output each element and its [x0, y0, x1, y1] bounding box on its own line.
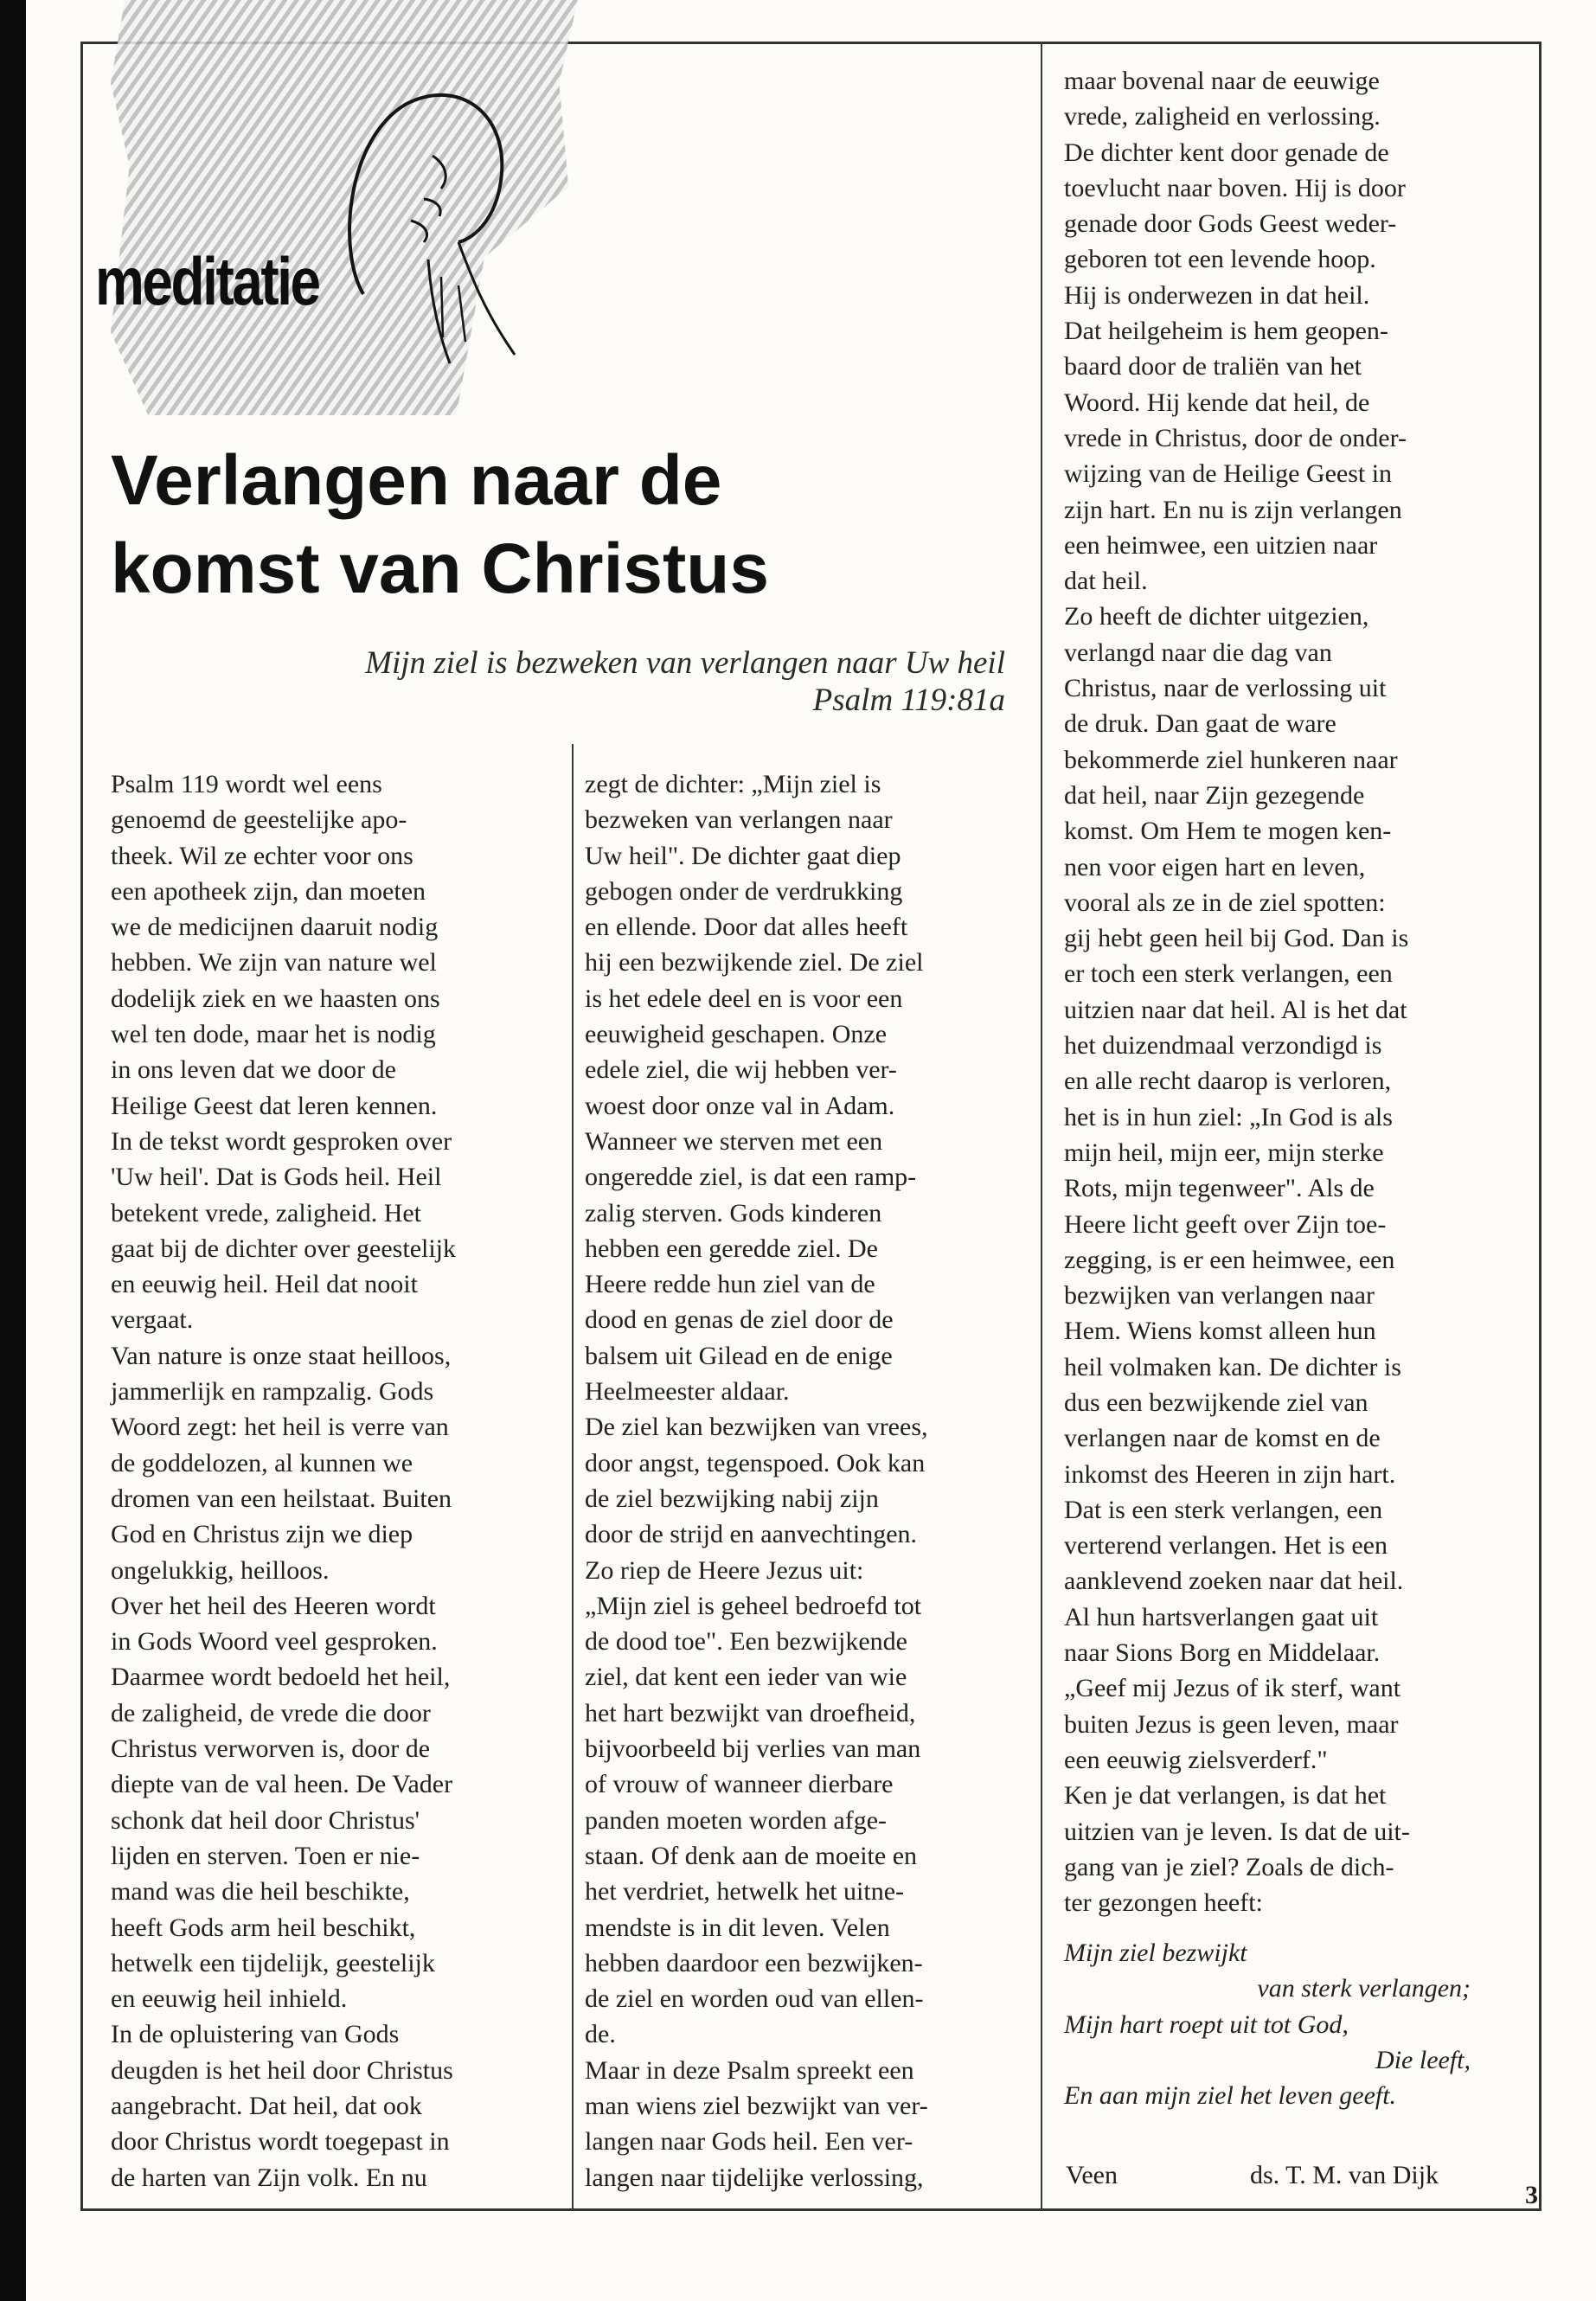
column-line: Ken je dat verlangen, is dat het — [1064, 1781, 1387, 1811]
column-line: gebogen onder de verdrukking — [585, 876, 903, 906]
column-line: mendste is in dit leven. Velen — [585, 1913, 890, 1942]
column-line: een eeuwig zielsverderf." — [1064, 1745, 1328, 1774]
body-column-left — [111, 766, 456, 2195]
praying-figure-illustration — [329, 78, 536, 372]
column-line: diepte van de val heen. De Vader — [111, 1770, 453, 1799]
column-line: in ons leven dat we door de — [111, 1055, 396, 1085]
column-line: bekommerde ziel hunkeren naar — [1064, 745, 1398, 774]
column-line: hebben daardoor een bezwijken- — [585, 1948, 923, 1977]
column-line: „Mijn ziel is geheel bedroefd tot — [585, 1591, 922, 1620]
column-line: In de opluistering van Gods — [111, 2020, 400, 2049]
column-line: Heilige Geest dat leren kennen. — [111, 1091, 438, 1120]
column-line: vrede, zaligheid en verlossing. — [1064, 102, 1381, 131]
closing-poem — [1064, 1935, 1471, 2113]
column-line: en ellende. Door dat alles heeft — [585, 913, 908, 942]
column-line: uitzien van je leven. Is dat de uit- — [1064, 1817, 1410, 1846]
column-line: Hij is onderwezen in dat heil. — [1064, 280, 1370, 310]
column-line: hij een bezwijkende ziel. De ziel — [585, 948, 924, 977]
column-line: Heelmeester aldaar. — [585, 1377, 790, 1407]
poem-line: En aan mijn ziel het leven geeft. — [1064, 2081, 1397, 2111]
column-line: de. — [585, 2020, 616, 2049]
column-line: maar bovenal naar de eeuwige — [1064, 67, 1380, 95]
column-line: bezweken van verlangen naar — [585, 805, 893, 835]
column-line: gij hebt geen heil bij God. Dan is — [1064, 924, 1409, 953]
column-line: „Geef mij Jezus of ik sterf, want — [1064, 1674, 1401, 1703]
column-line: verterend verlangen. Het is een — [1064, 1531, 1388, 1561]
column-line: we de medicijnen daaruit nodig — [111, 913, 439, 942]
poem-line: Mijn hart roept uit tot God, — [1064, 2009, 1349, 2039]
column-line: balsem uit Gilead en de enige — [585, 1341, 893, 1370]
poem-line: Die leeft, — [1375, 2045, 1471, 2074]
column-line: Zo riep de Heere Jezus uit: — [585, 1555, 864, 1585]
column-line: Christus verworven is, door de — [111, 1734, 431, 1764]
column-line: theek. Wil ze echter voor ons — [111, 841, 413, 870]
column-line: Hem. Wiens komst alleen hun — [1064, 1317, 1376, 1346]
column-line: het verdriet, hetwelk het uitne- — [585, 1877, 905, 1907]
column-line: uitzien naar dat heil. Al is het dat — [1064, 995, 1407, 1024]
column-line: door angst, tegenspoed. Ook kan — [585, 1448, 926, 1477]
column-line: en eeuwig heil inhield. — [111, 1984, 348, 2014]
column-line: langen naar tijdelijke verlossing, — [585, 2163, 924, 2192]
column-line: verlangd naar die dag van — [1064, 638, 1332, 667]
column-line: genade door Gods Geest weder- — [1064, 209, 1397, 239]
title-line: komst van Christus — [111, 529, 769, 608]
column-line: schonk dat heil door Christus' — [111, 1805, 420, 1835]
poem-line: Mijn ziel bezwijkt — [1064, 1939, 1247, 1967]
column-line: Wanneer we sterven met een — [585, 1126, 883, 1156]
column-line: Over het heil des Heeren wordt — [111, 1591, 436, 1620]
column-line: langen naar Gods heil. Een ver- — [585, 2127, 913, 2157]
body-column-right — [1064, 63, 1410, 1920]
figure-face-detail — [411, 156, 445, 242]
column-line: hebben een geredde ziel. De — [585, 1234, 878, 1263]
column-line: het hart bezwijkt van droefheid, — [585, 1698, 916, 1727]
column-rule-1 — [572, 744, 574, 2211]
column-line: de goddelozen, al kunnen we — [111, 1448, 413, 1477]
column-line: wel ten dode, maar het is nodig — [111, 1020, 436, 1049]
column-line: Heere redde hun ziel van de — [585, 1270, 875, 1299]
column-line: ziel, dat kent een ieder van wie — [585, 1663, 907, 1692]
column-line: eeuwigheid geschapen. Onze — [585, 1020, 888, 1049]
column-line: er toch een sterk verlangen, een — [1064, 959, 1393, 989]
column-line: de dood toe". Een bezwijkende — [585, 1627, 907, 1657]
epigraph-quote: Mijn ziel is bezweken van verlangen naar Uw heil — [365, 645, 1005, 681]
column-line: vergaat. — [111, 1305, 194, 1335]
column-line: het is in hun ziel: „In God is als — [1064, 1102, 1393, 1131]
column-line: dodelijk ziek en we haasten ons — [111, 984, 440, 1013]
column-line: edele ziel, die wij hebben ver- — [585, 1055, 897, 1085]
column-line: Woord zegt: het heil is verre van — [111, 1413, 449, 1442]
column-line: Al hun hartsverlangen gaat uit — [1064, 1602, 1379, 1631]
column-line: de ziel en worden oud van ellen- — [585, 1984, 924, 2014]
column-line: door de strijd en aanvechtingen. — [585, 1520, 918, 1549]
epigraph-reference: Psalm 119:81a — [812, 683, 1005, 718]
column-line: heil volmaken kan. De dichter is — [1064, 1352, 1401, 1381]
column-line: hebben. We zijn van nature wel — [111, 948, 437, 977]
column-line: ter gezongen heeft: — [1064, 1888, 1263, 1918]
column-line: bezwijken van verlangen naar — [1064, 1281, 1375, 1311]
column-line: dus een bezwijkende ziel van — [1064, 1388, 1368, 1417]
column-line: Uw heil". De dichter gaat diep — [585, 841, 901, 870]
column-line: buiten Jezus is geen leven, maar — [1064, 1709, 1399, 1739]
column-line: Van nature is onze staat heilloos, — [111, 1341, 452, 1370]
column-line: is het edele deel en is voor een — [585, 984, 903, 1013]
column-line: lijden en sterven. Toen er nie- — [111, 1841, 420, 1870]
column-line: bijvoorbeeld bij verlies van man — [585, 1734, 921, 1764]
column-line: ongeredde ziel, is dat een ramp- — [585, 1163, 917, 1192]
column-line: zijn hart. En nu is zijn verlangen — [1064, 495, 1402, 524]
article-title — [111, 437, 993, 613]
column-line: zegging, is er een heimwee, een — [1064, 1245, 1395, 1274]
column-line: of vrouw of wanneer dierbare — [585, 1770, 894, 1799]
column-line: de zaligheid, de vrede die door — [111, 1698, 431, 1727]
column-line: Daarmee wordt bedoeld het heil, — [111, 1663, 451, 1692]
column-line: Christus, naar de verlossing uit — [1064, 674, 1387, 703]
column-line: in Gods Woord veel gesproken. — [111, 1627, 438, 1657]
column-line: een apotheek zijn, dan moeten — [111, 876, 426, 906]
column-line: Psalm 119 wordt wel eens — [111, 770, 382, 798]
column-line: Rots, mijn tegenweer". Als de — [1064, 1174, 1375, 1203]
column-line: zegt de dichter: „Mijn ziel is — [585, 770, 881, 798]
column-line: de harten van Zijn volk. En nu — [111, 2163, 427, 2192]
column-line: vrede in Christus, door de onder- — [1064, 423, 1407, 452]
column-line: mand was die heil beschikte, — [111, 1877, 410, 1907]
column-line: De ziel kan bezwijken van vrees, — [585, 1413, 928, 1442]
column-line: verlangen naar de komst en de — [1064, 1424, 1381, 1453]
column-line: mijn heil, mijn eer, mijn sterke — [1064, 1138, 1384, 1167]
column-line: baard door de traliën van het — [1064, 352, 1362, 381]
column-line: woest door onze val in Adam. — [585, 1091, 895, 1120]
figure-head-outline — [349, 95, 502, 294]
column-line: 'Uw heil'. Dat is Gods heil. Heil — [111, 1163, 442, 1192]
column-line: dat heil, naar Zijn gezegende — [1064, 780, 1365, 810]
column-line: hetwelk een tijdelijk, geestelijk — [111, 1948, 435, 1977]
column-line: en alle recht daarop is verloren, — [1064, 1067, 1392, 1096]
column-line: genoemd de geestelijke apo- — [111, 805, 407, 835]
body-column-middle — [585, 766, 928, 2195]
figure-fingers — [441, 277, 465, 342]
column-line: aangebracht. Dat heil, dat ook — [111, 2091, 422, 2120]
column-line: de ziel bezwijking nabij zijn — [585, 1484, 879, 1513]
column-line: komst. Om Hem te mogen ken- — [1064, 817, 1392, 846]
column-line: zalig sterven. Gods kinderen — [585, 1198, 882, 1227]
column-line: In de tekst wordt gesproken over — [111, 1126, 452, 1156]
column-line: Zo heeft de dichter uitgezien, — [1064, 602, 1369, 631]
column-line: het duizendmaal verzondigd is — [1064, 1031, 1382, 1061]
column-line: staan. Of denk aan de moeite en — [585, 1841, 918, 1870]
column-line: man wiens ziel bezwijkt van ver- — [585, 2091, 928, 2120]
column-line: dood en genas de ziel door de — [585, 1305, 894, 1335]
column-line: nen voor eigen hart en leven, — [1064, 852, 1366, 881]
poem-line: van sterk verlangen; — [1257, 1974, 1471, 2003]
signature-place: Veen — [1066, 2161, 1118, 2189]
column-line: en eeuwig heil. Heil dat nooit — [111, 1270, 418, 1299]
column-line: vooral als ze in de ziel spotten: — [1064, 888, 1386, 917]
column-line: deugden is het heil door Christus — [111, 2055, 453, 2085]
column-line: wijzing van de Heilige Geest in — [1064, 459, 1393, 489]
column-line: gang van je ziel? Zoals de dich- — [1064, 1852, 1394, 1881]
column-line: dat heil. — [1064, 567, 1148, 596]
column-line: toevlucht naar boven. Hij is door — [1064, 173, 1406, 202]
column-line: Woord. Hij kende dat heil, de — [1064, 388, 1370, 417]
column-line: inkomst des Heeren in zijn hart. — [1064, 1459, 1396, 1489]
column-line: aanklevend zoeken naar dat heil. — [1064, 1567, 1404, 1596]
column-line: Dat is een sterk verlangen, een — [1064, 1495, 1383, 1524]
column-rule-2 — [1041, 42, 1042, 2211]
column-line: naar Sions Borg en Middelaar. — [1064, 1638, 1381, 1668]
column-line: Maar in deze Psalm spreekt een — [585, 2055, 914, 2085]
scan-binding-edge — [0, 0, 26, 2301]
column-line: betekent vrede, zaligheid. Het — [111, 1198, 422, 1227]
column-line: jammerlijk en rampzalig. Gods — [111, 1377, 434, 1407]
epigraph — [260, 644, 1005, 719]
column-line: De dichter kent door genade de — [1064, 138, 1389, 167]
column-line: de druk. Dan gaat de ware — [1064, 709, 1336, 739]
column-line: Heere licht geeft over Zijn toe- — [1064, 1209, 1387, 1239]
column-line: heeft Gods arm heil beschikt, — [111, 1913, 416, 1942]
title-line: Verlangen naar de — [111, 441, 722, 520]
column-line: gaat bij de dichter over geestelijk — [111, 1234, 457, 1263]
section-kicker: meditatie — [95, 243, 319, 319]
column-line: door Christus wordt toegepast in — [111, 2127, 450, 2157]
column-line: geboren tot een levende hoop. — [1064, 245, 1376, 274]
column-line: ongelukkig, heilloos. — [111, 1555, 330, 1585]
column-line: Dat heilgeheim is hem geopen- — [1064, 317, 1388, 346]
column-line: God en Christus zijn we diep — [111, 1520, 413, 1549]
signature-author: ds. T. M. van Dijk — [1250, 2161, 1439, 2189]
page-number: 3 — [1525, 2181, 1538, 2209]
column-line: dromen van een heilstaat. Buiten — [111, 1484, 452, 1513]
column-line: een heimwee, een uitzien naar — [1064, 530, 1378, 560]
column-line: panden moeten worden afge- — [585, 1805, 888, 1835]
